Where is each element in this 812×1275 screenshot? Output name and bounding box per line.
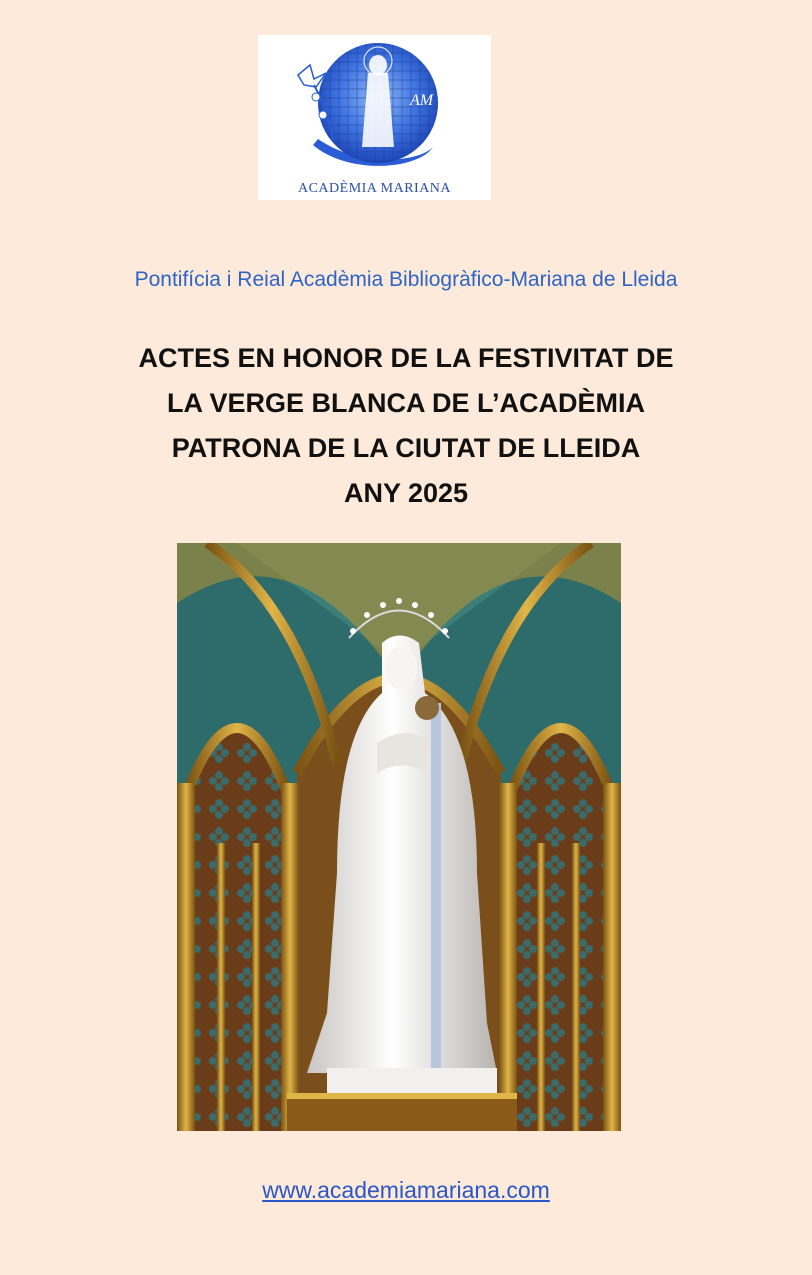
headline-line-1: ACTES EN HONOR DE LA FESTIVITAT DE bbox=[138, 343, 674, 373]
headline-line-2: LA VERGE BLANCA DE L’ACADÈMIA bbox=[166, 388, 645, 418]
website-link[interactable]: www.academiamariana.com bbox=[262, 1177, 550, 1203]
headline-line-3: PATRONA DE LA CIUTAT DE LLEIDA bbox=[171, 433, 641, 463]
logo-text: ACADÈMIA MARIANA bbox=[297, 181, 452, 196]
website-link-container bbox=[0, 1177, 812, 1204]
virgin-stained-glass-icon bbox=[258, 35, 491, 180]
virgin-statue-photo bbox=[177, 543, 621, 1131]
academia-mariana-logo bbox=[258, 35, 491, 200]
academy-name: Pontifícia i Reial Acadèmia Bibliogràfico-Mariana de Lleida bbox=[134, 268, 678, 291]
headline-line-4: ANY 2025 bbox=[343, 478, 469, 508]
svg-text:AM: AM bbox=[410, 92, 434, 109]
headline bbox=[0, 336, 812, 516]
